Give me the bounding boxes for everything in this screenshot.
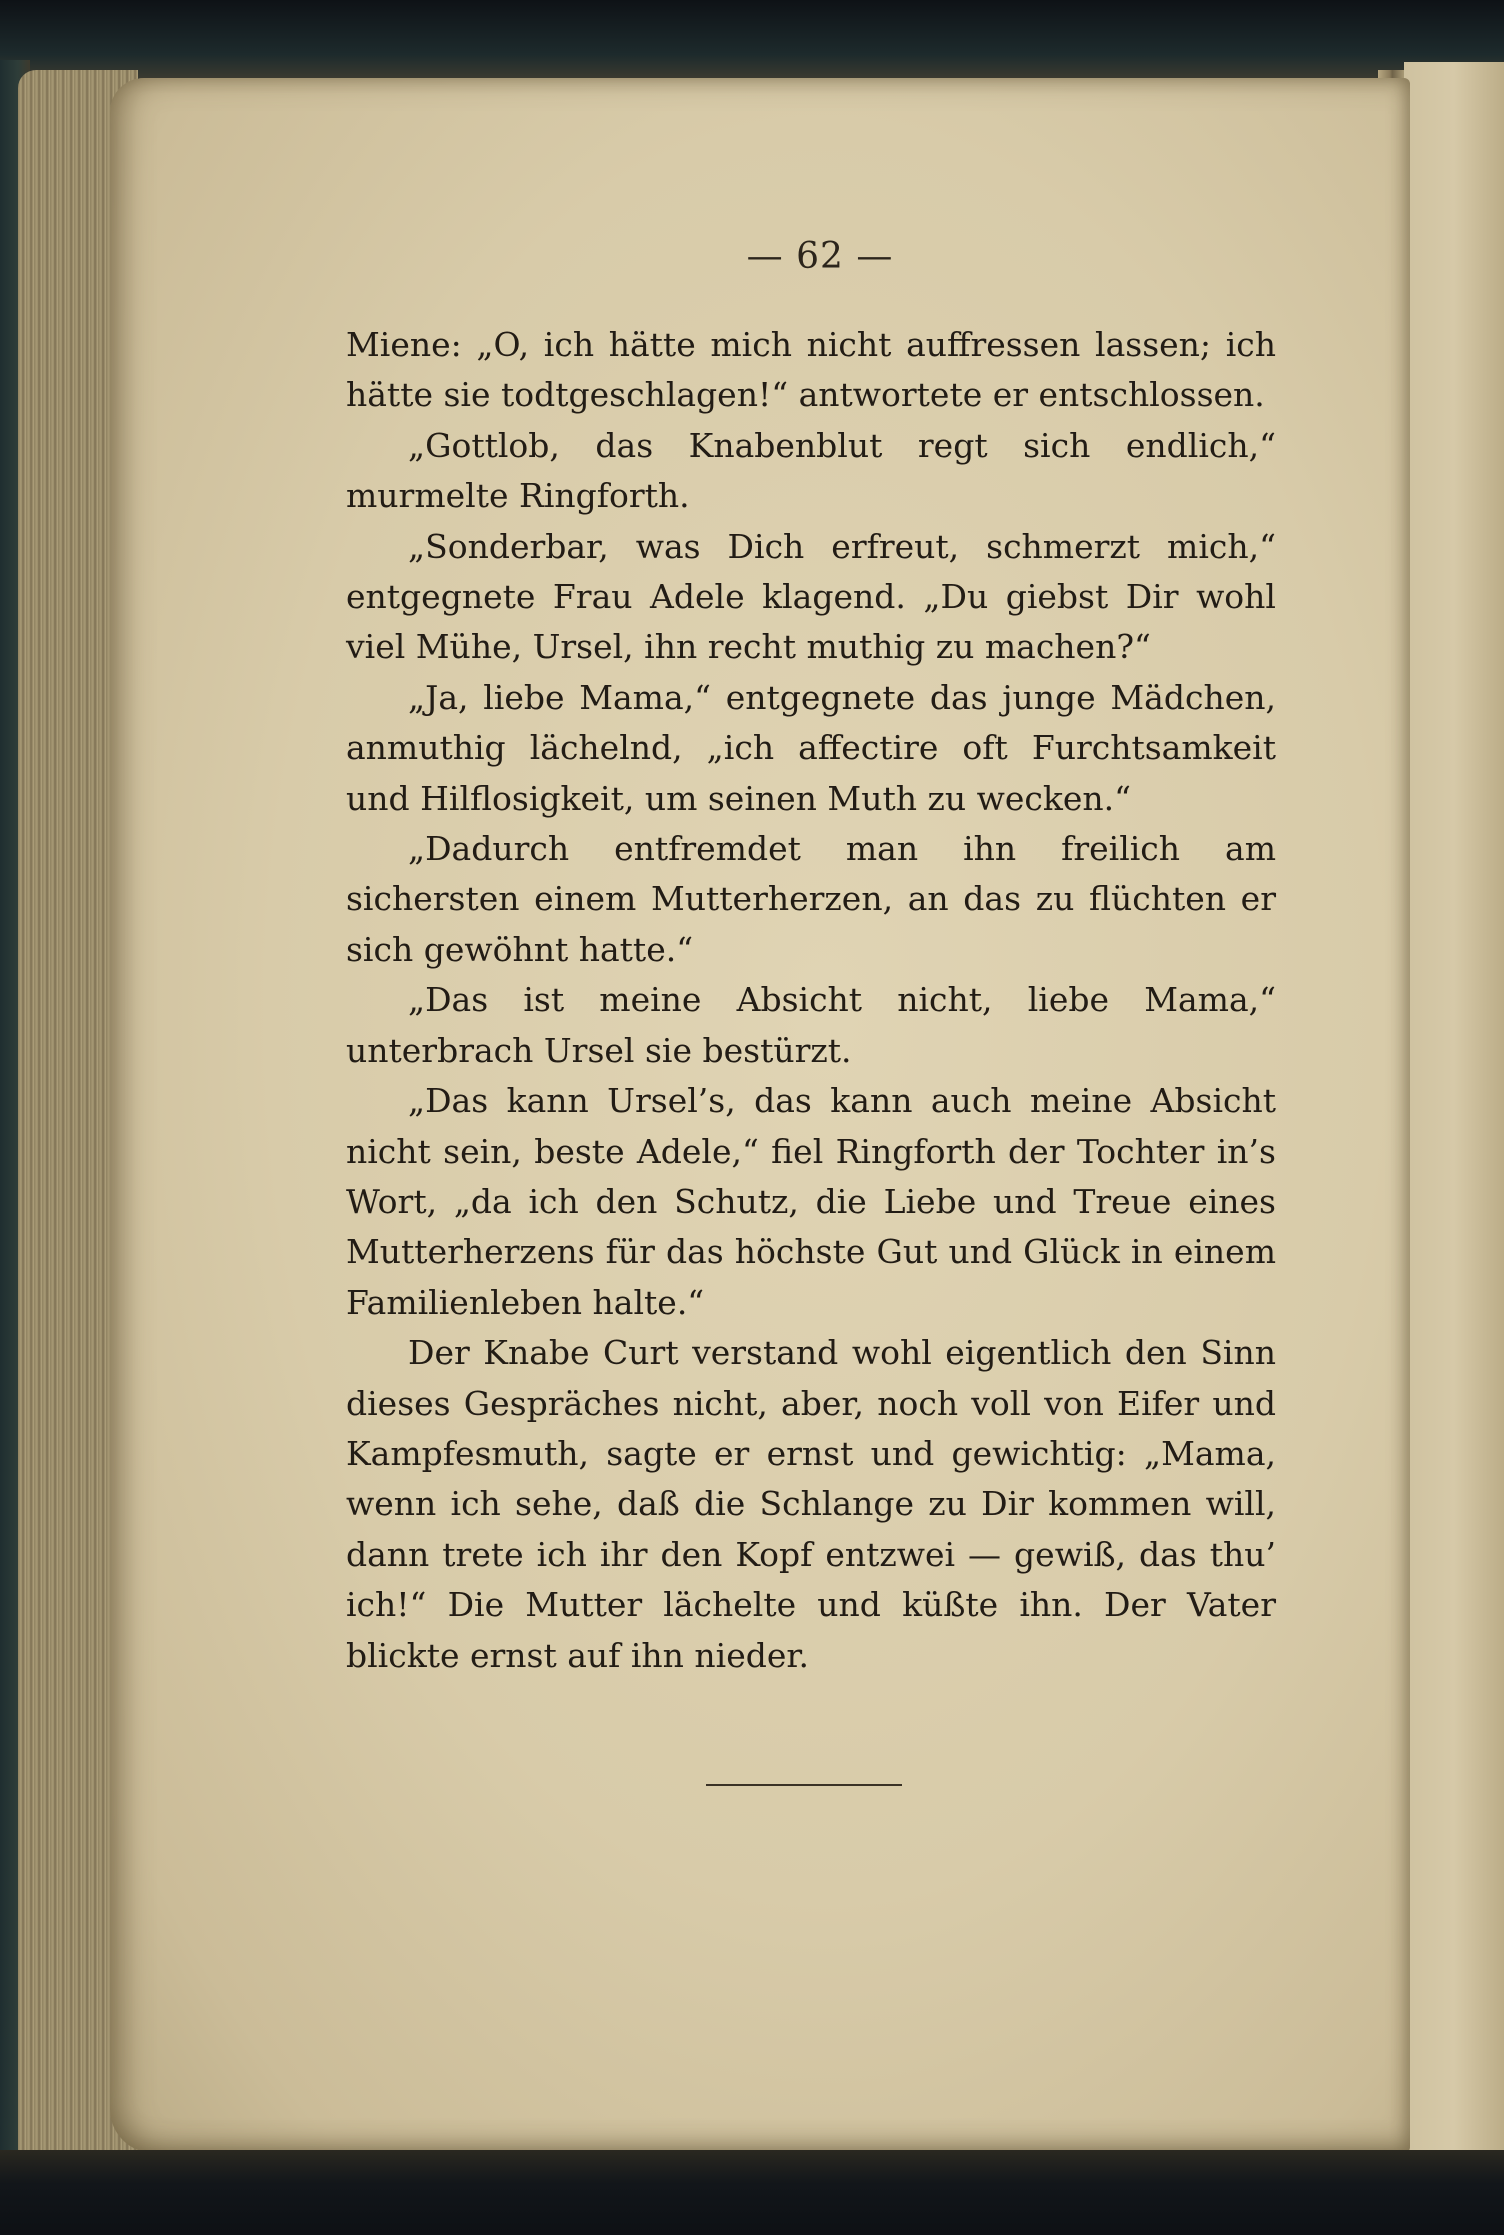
page-text — [346, 320, 1276, 1681]
paragraph: „Sonderbar, was Dich erfreut, schmerzt mich,“ entgegnete Frau Adele klagend. „Du giebst Dir wohl viel Mühe, Ursel, ihn recht muthig zu machen?“ — [346, 526, 1276, 667]
paragraph: „Gottlob, das Knabenblut regt sich endlich,“ murmelte Ringforth. — [346, 425, 1276, 516]
page-number: — 62 — — [746, 236, 894, 277]
paragraph: Miene: „O, ich hätte mich nicht auffressen lassen; ich hätte sie todtgeschlagen!“ antwortete er entschlossen. — [346, 325, 1276, 415]
chapter-end-rule — [706, 1784, 902, 1786]
facing-page-edge — [1404, 62, 1504, 2172]
paragraph: Der Knabe Curt verstand wohl eigentlich den Sinn dieses Gespräches nicht, aber, noch voll von Eifer und Kampfesmuth, sagte er ernst und gewichtig: „Mama, wenn ich sehe, daß die Schlange zu Dir kommen will, dann trete ich ihr den Kopf entzwei — gewiß, das thu’ ich!“ Die Mutter lächelte und küßte ihn. Der Vater blickte ernst auf ihn nieder. — [346, 1333, 1276, 1675]
book-cover-top — [0, 0, 1504, 78]
paragraph: „Das kann Ursel’s, das kann auch meine Absicht nicht sein, beste Adele,“ fiel Ringforth der Tochter in’s Wort, „da ich den Schutz, die Liebe und Treue eines Mutterherzens für das höchste Gut und Glück in einem Familienleben halte.“ — [346, 1081, 1276, 1322]
paragraph: „Dadurch entfremdet man ihn freilich am sichersten einem Mutterherzen, an das zu flüchten er sich gewöhnt hatte.“ — [346, 829, 1276, 969]
book-cover-bottom — [0, 2150, 1504, 2235]
paragraph: „Das ist meine Absicht nicht, liebe Mama,“ unterbrach Ursel sie bestürzt. — [346, 980, 1276, 1070]
paragraph: „Ja, liebe Mama,“ entgegnete das junge Mädchen, anmuthig lächelnd, „ich affectire oft Furchtsamkeit und Hilflosigkeit, um seinen Muth zu wecken.“ — [346, 677, 1276, 818]
